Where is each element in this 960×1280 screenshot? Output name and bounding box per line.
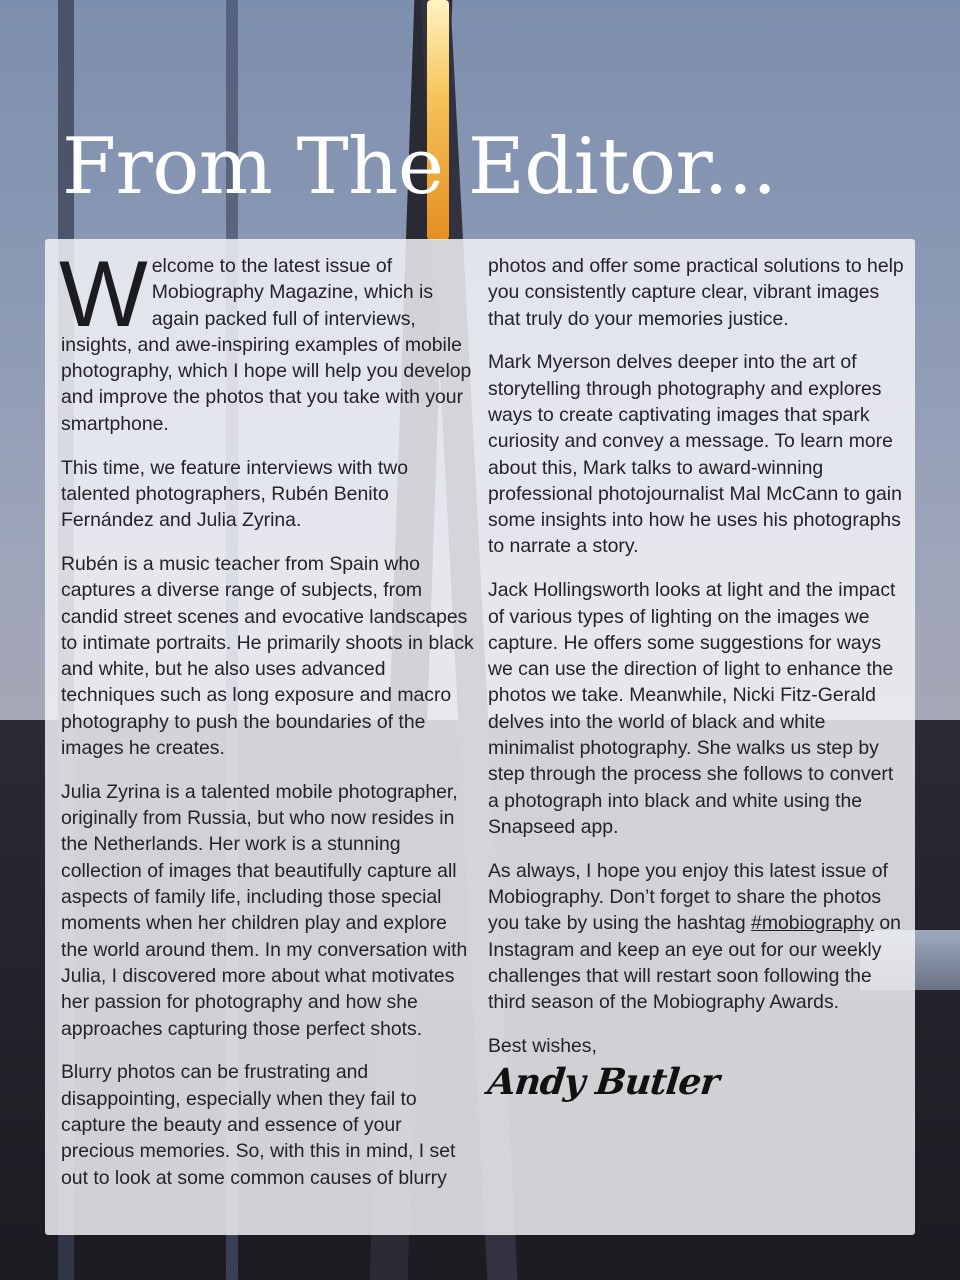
paragraph-text: elcome to the latest issue of Mobiography Magazine, which is again packed full of interviews, insights, and awe-inspiring examples of mobile photography, which I hope will help you develop and improve the photos that you take with your smartphone. bbox=[61, 255, 472, 435]
paragraph-text: on Instagram and keep an eye out for our weekly challenges that will restart soon following the third season of the Mobiography Awards. bbox=[488, 912, 901, 1014]
page-title: From The Editor... bbox=[62, 122, 777, 212]
paragraph: Julia Zyrina is a talented mobile photographer, originally from Russia, but who now resides in the Netherlands. Her work is a stunning collection of images that beautifully capture all aspects of family life, including those special moments when her children play and explore the world around them. In my conversation with Julia, I discovered more about what motivates her passion for photography and how she approaches capturing those perfect shots. bbox=[61, 780, 468, 1040]
paragraph: Mark Myerson delves deeper into the art of storytelling through photography and explores ways to create captivating images that spark curiosity and convey a message. To learn more about this, Mark talks to award-winning professional photojournalist Mal McCann to gain some insights into how he uses his photographs to narrate a story. bbox=[488, 351, 902, 558]
paragraph: Jack Hollingsworth looks at light and the impact of various types of lighting on the images we capture. He offers some suggestions for ways we can use the direction of light to enhance the photos we take. Meanwhile, Nicki Fitz-Gerald delves into the world of black and white minimalist photography. She walks us step by step through the process she follows to convert a photograph into black and white using the Snapseed app. bbox=[488, 579, 896, 838]
hashtag-link[interactable]: #mobiography bbox=[751, 912, 874, 935]
drop-cap: W bbox=[59, 241, 148, 346]
paragraph-continued: photos and offer some practical solutions to help you consistently capture clear, vibrant images that truly do your memories justice. bbox=[488, 255, 904, 330]
closing-line: Best wishes, bbox=[488, 1035, 597, 1058]
paragraph bbox=[488, 858, 908, 1016]
article-column-left bbox=[59, 241, 479, 1208]
editor-signature: Andy Butler bbox=[485, 1061, 721, 1104]
paragraph: Rubén is a music teacher from Spain who captures a diverse range of subjects, from candid street scenes and evocative landscapes to intimate portraits. He primarily shoots in black and white, but he also uses advanced techniques such as long exposure and macro photography to push the boundaries of the images he creates. bbox=[61, 552, 474, 760]
article-panel bbox=[45, 239, 915, 1235]
paragraph-text: As always, I hope you enjoy this latest issue of Mobiography. Don’t forget to share the photos you take by using the hashtag bbox=[488, 859, 888, 935]
paragraph: This time, we feature interviews with two talented photographers, Rubén Benito Fernández and Julia Zyrina. bbox=[61, 456, 408, 532]
article-column-right bbox=[485, 253, 908, 1104]
intro-paragraph bbox=[59, 241, 479, 437]
paragraph: Blurry photos can be frustrating and disappointing, especially when they fail to capture the beauty and essence of your precious memories. So, with this in mind, I set out to look at some common causes of blurry bbox=[61, 1061, 456, 1189]
